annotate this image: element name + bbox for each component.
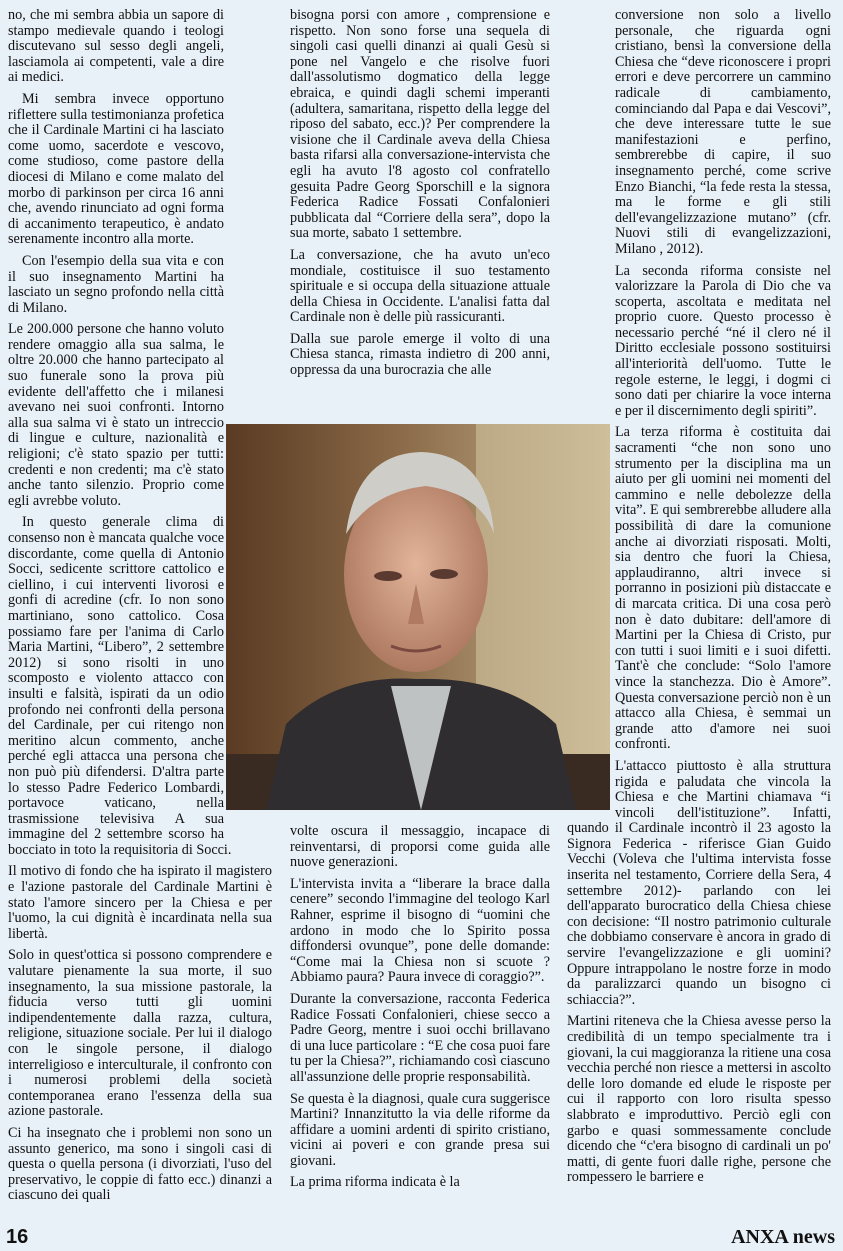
paragraph: La prima riforma indicata è la [290,1174,460,1191]
paragraph: no, che mi sembra abbia un sapore di stampo medievale quando i teologi discutevano sul sesso degli angeli, lasciamola ai competenti, vale a dire ai medici. [8,7,224,86]
paragraph: Il motivo di fondo che ha ispirato il magistero e l'azione pastorale del Cardinale Martini è stato l'amore sincero per la Chiesa e per l'uomo, la cui dignità è incardinata nella sua libertà. [8,863,272,942]
paragraph: La conversazione, che ha avuto un'eco mondiale, costituisce il suo testamento spirituale e si occupa della situazione attuale della Chiesa in Occidente. L'analisi fatta dal Cardinale non è delle più rassicuranti. [290,246,550,326]
paragraph: Le 200.000 persone che hanno voluto rendere omaggio alla sua salma, le oltre 20.000 che hanno partecipato al suo funerale sono la prova più evidente dell'affetto che i milanesi avevano nei suoi confronti. Intorno alla sua salma vi è stato un intreccio di lingue e culture, nazionalità e religioni; c'è stato spazio per tutti: credenti e non credenti; ma c'è stato anche tanto silenzio. Proprio come egli avrebbe voluto. [8,321,224,509]
paragraph: L'attacco piuttosto è alla struttura rigida e paludata che vincola la Chiesa e che Martini chiamava “i vincoli dell'istituzione”. Infatti, quando il Cardinale incontrò il 23 agosto la Signora Federica - riferisce Gian Guido Vecchi (Voleva che l'ultima intervista fosse inserita nel testamento, Corriere della Sera, 4 settembre 2012)- parlando con lei dell'apparato burocratico della Chiesa chiese con decisione: “Il nostro patrimonio culturale che dobbiamo conservare è ancora in grado di servire l'evangelizzazione e gli uomini? Oppure intrappolano le nostre forze in modo da paralizzarci quando un bisogno ci schiaccia?”. [567,757,831,1008]
paragraph: L'intervista invita a “liberare la brace dalla cenere” secondo l'immagine del teologo Karl Rahner, esprime il bisogno di “uomini che ardono in modo che lo Spirito possa diffondersi ovunque”, pone delle domande: “Come mai la Chiesa non si scuote ? Abbiamo paura? Paura invece di coraggio?”. [290,875,550,986]
paragraph: volte oscura il messaggio, incapace di reinventarsi, di proporsi come guida alle nuove generazioni. [290,823,550,871]
cardinal-portrait-photo [226,424,610,810]
paragraph: bisogna porsi con amore , comprensione e rispetto. Non sono forse una sequela di singoli casi quelli dinanzi ai quali Gesù si pone nel Vangelo e che risolve fuori dall'assolutismo dogmatico della legge ebraica, e quindi dagli schemi imperanti (adultera, samaritana, rispetto della legge del riposo del sabato, ecc.)? Per comprendere la visione che il Cardinale aveva della Chiesa basta rifarsi alla conversazione-intervista che egli ha avuto l'8 agosto col confratello gesuita Padre Georg Sporschill e la signora Federica Radice Fossati Confalonieri pubblicata dal “Corriere della sera”, dopo la sua morte, sabato 1 settembre. [290,7,550,242]
paragraph: Martini riteneva che la Chiesa avesse perso la credibilità di un tempo specialmente tra i giovani, la cui maggioranza la ritiene una cosa vecchia perché non riesce a mettersi in ascolto delle loro domande ed elude le risposte per cui il rapporto con loro risulta spesso slabbrato e improduttivo. Perciò egli con garbo e quasi sommessamente conclude dicendo che “c'era bisogno di cardinali un po' matti, di gente fuori dalle righe, persone che rompessero le barriere e [567,1013,831,1186]
paragraph: Mi sembra invece opportuno riflettere sulla testimonianza profetica che il Cardinale Martini ci ha lasciato come uomo, sacerdote e vescovo, come studioso, come pastore della diocesi di Milano e come malato del morbo di parkinson per circa 16 anni che, avendo rinunciato ad ogni forma di accanimento terapeutico, è andato serenamente incontro alla morte. [8,90,224,248]
paragraph: La seconda riforma consiste nel valorizzare la Parola di Dio che va scoperta, ascoltata e meditata nel proprio cuore. Questo processo è necessario perché “né il clero né il Diritto ecclesiale possono sostituirsi all'interiorità dell'uomo. Tutte le regole esterne, le leggi, i dogmi ci sono dati per chiarire la voce interna e per il discernimento degli spiriti”. [615,262,831,419]
column-middle-top [290,8,550,416]
portrait-illustration [226,424,610,810]
paragraph: Durante la conversazione, racconta Federica Radice Fossati Confalonieri, chiese secco a Padre Georg, mentre i suoi occhi brillavano di una luce particolare : “E che cosa puoi fare tu per la Chiesa?”, richiamando così ciascuno all'assunzione delle proprie responsabilità. [290,990,550,1085]
publication-name: ANXA news [731,1226,835,1248]
page-number: 16 [6,1226,29,1248]
paragraph: Dalla sue parole emerge il volto di una Chiesa stanca, rimasta indietro di 200 anni, oppressa da una burocrazia che alle [290,330,550,379]
column-middle-bottom [290,824,550,1214]
paragraph: conversione non solo a livello personale, che riguarda ogni cristiano, bensì la conversione della Chiesa che “deve riconoscere i propri errori e deve percorrere un cammino radicale di cambiamento, cominciando dal Papa e dai Vescovi”, che deve interessare tutte le sue manifestazioni e perfino, sembrerebbe di capire, il suo insegnamento perché, come scrive Enzo Bianchi, “la fede resta la stessa, ma le forme e gli stili dell'evangelizzazione mutano” (cfr. Nuovi stili di evangelizzazioni, Milano , 2012). [615,7,831,257]
paragraph: Ci ha insegnato che i problemi non sono un assunto generico, ma sono i singoli casi di questa o quella persona (i divorziati, l'uso del preservativo, le coppie di fatto ecc.) dinanzi a ciascuno dei quali [8,1124,272,1204]
paragraph: La terza riforma è costituita dai sacramenti “che non sono uno strumento per la disciplina ma un aiuto per gli uomini nei momenti del cammino e nelle debolezze della vita”. E qui sembrerebbe alludere alla possibilità di dare la comunione anche ai divorziati risposati. Molti, sia dentro che fuori la Chiesa, applaudiranno, altri invece si porranno in posizioni più distaccate e di marcata critica. Di una cosa però non è dato dubitare: dell'amore di Martini per la Chiesa di Cristo, pur con tutti i suoi limiti e i suoi difetti. Tant'è che conclude: “Solo l'amore vince la stanchezza. Dio è Amore”. Questa conversazione perciò non è un attacco alla Chiesa, è semmai un grande atto d'amore nei suoi confronti. [615,424,831,753]
paragraph: Con l'esempio della sua vita e con il suo insegnamento Martini ha lasciato un segno profondo nella città di Milano. [8,252,224,316]
paragraph: Se questa è la diagnosi, quale cura suggerisce Martini? Innanzitutto la via delle riforme da affidare a uomini ardenti di spirito cristiano, vicini ai poveri e con grande presa sui giovani. [290,1090,550,1169]
paragraph: In questo generale clima di consenso non è mancata qualche voce discordante, come quella di Antonio Socci, sedicente scrittore cattolico e ciellino, i cui interventi livorosi e gonfi di acredine (cfr. Io non sono martiniano, sono cattolico. Cosa possiamo fare per l'anima di Carlo Maria Martini, “Libero”, 2 settembre 2012) si sono risolti in uno scomposto e violento attacco con insulti e falsità, ispirati da un odio profondo nei confronti della persona del Cardinale, per cui ritengo non meritino alcun commento, anche perché egli attacca una persona che non può più difendersi. D'altra parte lo stesso Padre Federico Lombardi, portavoce vaticano, nella trasmissione televisiva A sua immagine del 2 settembre scorso ha bocciato in toto la requisitoria di Socci. [8,514,232,858]
paragraph: Solo in quest'ottica si possono comprendere e valutare pienamente la sua morte, il suo insegnamento, la sua missione pastorale, la fiducia verso tutti gli uomini indipendentemente dalla razza, cultura, religione, situazione sociale. Per lui il dialogo con le singole persone, il dialogo interreligioso e interculturale, il confronto con i numerosi problemi della società contemporanea erano l'essenza della sua azione pastorale. [8,947,272,1120]
page-footer [0,1227,843,1251]
